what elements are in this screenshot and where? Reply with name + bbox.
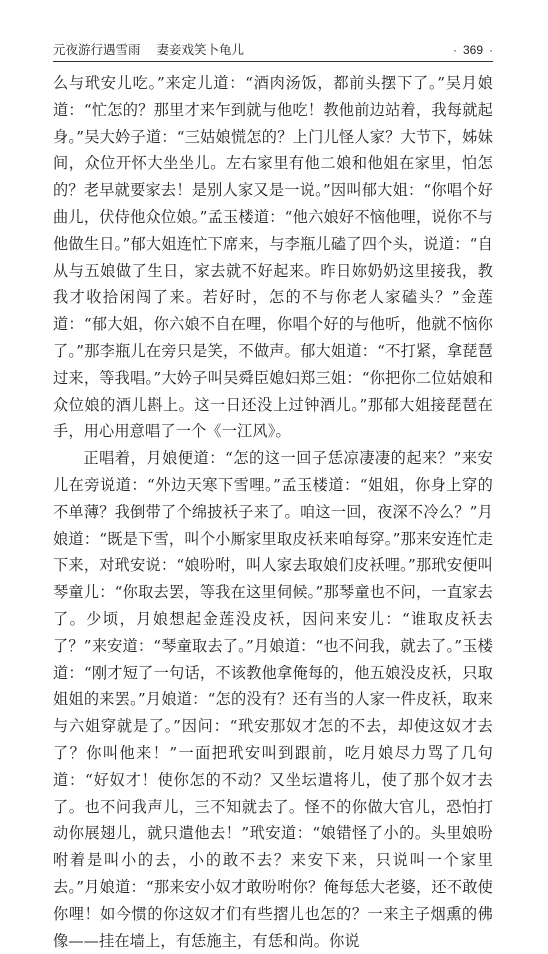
page-number-dot-right: · [489,43,493,57]
body-text [53,70,493,954]
paragraph-continued: 么与玳安儿吃。”来定儿道：“酒肉汤饭，都前头摆下了。”吴月娘道：“忙怎的？那里才来乍到就与他吃！教他前边站着，我每就起身。”吴大妗子道：“三姑娘慌怎的？上门儿怪人家？大节下，姊妹间，众位开怀大坐坐儿。左右家里有他二娘和他姐在家里，怕怎的？老早就要家去！是别人家又是一说。”因叫郁大姐：“你唱个好曲儿，伏侍他众位娘。”孟玉楼道：“他六娘好不恼他哩，说你不与他做生日。”郁大姐连忙下席来，与李瓶儿磕了四个头，说道：“自从与五娘做了生日，家去就不好起来。昨日妳奶奶这里接我，教我才收拾闲闯了来。若好时，怎的不与你老人家磕头？”金莲道：“郁大姐，你六娘不自在哩，你唱个好的与他听，他就不恼你了。”那李瓶儿在旁只是笑，不做声。郁大姐道：“不打紧，拿琵琶过来，等我唱。”大妗子叫吴舜臣媳妇郑三姐：“你把你二位姑娘和众位娘的酒儿斟上。这一日还没上过钟酒儿。”那郁大姐接琵琶在手，用心用意唱了一个《一江风》。 [53,74,493,441]
chapter-subtitle: 妻妾戏笑卜龟儿 [156,42,245,57]
page-number-block [453,42,493,58]
paragraph: 正唱着，月娘便道：“怎的这一回子恁凉凄凄的起来？”来安儿在旁说道：“外边天寒下雪哩。”孟玉楼道：“姐姐，你身上穿的不单薄？我倒带了个绵披袄子来了。咱这一回，夜深不冷么？”月娘道：“既是下雪，叫个小厮家里取皮袄来咱每穿。”那来安连忙走下来，对玳安说：“娘吩咐，叫人家去取娘们皮袄哩。”那玳安便叫琴童儿：“你取去罢，等我在这里伺候。”那琴童也不问，一直家去了。少顷，月娘想起金莲没皮袄，因问来安儿：“谁取皮袄去了？”来安道：“琴童取去了。”月娘道：“也不问我，就去了。”玉楼道：“刚才短了一句话，不该教他拿俺每的，他五娘没皮袄，只取姐姐的来罢。”月娘道：“怎的没有？还有当的人家一件皮袄，取来与六姐穿就是了。”因问：“玳安那奴才怎的不去，却使这奴才去了？你叫他来！”一面把玳安叫到跟前，吃月娘尽力骂了几句道：“好奴才！使你怎的不动？又坐坛遣将儿，使了那个奴才去了。也不问我声儿，三不知就去了。怪不的你做大官儿，恐怕打动你展翅儿，就只遣他去！”玳安道：“娘错怪了小的。头里娘吩咐着是叫小的去，小的敢不去？来安下来，只说叫一个家里去。”月娘道：“那来安小奴才敢吩咐你？俺每恁大老婆，还不敢使你哩！如今惯的你这奴才们有些摺儿也怎的？一来主子烟熏的佛像——挂在墙上，有恁施主，有恁和尚。你说 [53,449,493,950]
chapter-title: 元夜游行遇雪雨 [53,42,141,57]
page-number: 369 [462,43,483,57]
running-header [53,40,493,62]
page-number-dot-left: · [452,43,457,57]
header-titles [53,42,244,58]
